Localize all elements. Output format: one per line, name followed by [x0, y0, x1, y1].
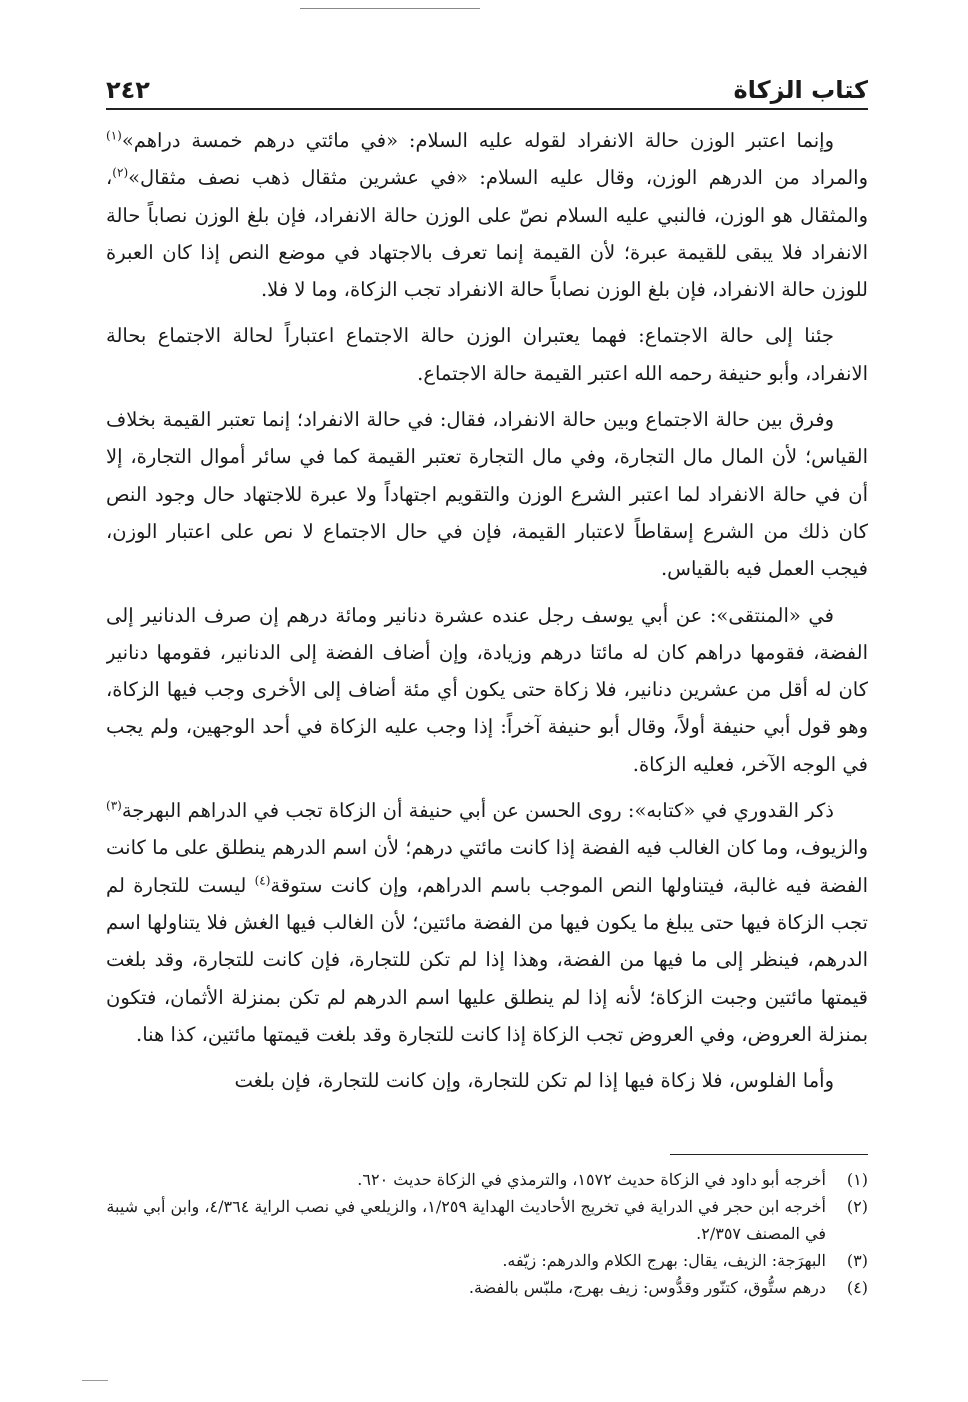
- paragraph-text: وأما الفلوس، فلا زكاة فيها إذا لم تكن للتجارة، وإن كانت للتجارة، فإن بلغت: [234, 1069, 834, 1093]
- footnote-number: (٣): [846, 1251, 868, 1270]
- paragraph-text: ، والمثقال هو الوزن، فالنبي عليه السلام نصّ على الوزن حالة الانفراد، فإن بلغ الوزن نصاباً حالة الانفراد فلا يبقى للقيمة عبرة؛ لأن القيمة إنما تعرف بالاجتهاد في موضع النص إذا كان العبرة للوزن حالة الانفراد، فإن بلغ الوزن نصاباً حالة الانفراد تجب الزكاة، وما لا فلا.: [106, 166, 868, 302]
- footnote-separator: [670, 1154, 868, 1155]
- footnote-text: أخرجه أبو داود في الزكاة حديث ١٥٧٢، والترمذي في الزكاة حديث ٦٢٠.: [357, 1170, 826, 1189]
- bottom-scan-mark: [82, 1380, 108, 1381]
- footnote-text: أخرجه ابن حجر في الدراية في تخريج الأحاديث الهداية ١/٢٥٩، والزيلعي في نصب الراية ٤/٣٦٤، وابن أبي شيبة في المصنف ٢/٣٥٧.: [106, 1197, 826, 1243]
- footnote: [106, 1274, 868, 1301]
- footnote-number: (٤): [846, 1278, 868, 1297]
- paragraph-text: والمراد من الدرهم الوزن، وقال عليه السلام: «في عشرين مثقال ذهب نصف مثقال»: [128, 166, 868, 190]
- paragraph-text: ذكر القدوري في «كتابه»: روى الحسن عن أبي حنيفة أن الزكاة تجب في الدراهم البهرجة: [121, 799, 834, 823]
- top-scan-rule: [300, 8, 480, 9]
- footnote-ref: (٣): [106, 798, 122, 813]
- paragraph: [106, 1062, 868, 1099]
- footnote: [106, 1193, 868, 1247]
- footnote: [106, 1247, 868, 1274]
- paragraph-text: في «المنتقى»: عن أبي يوسف رجل عنده عشرة دنانير ومائة درهم إن صرف الدنانير إلى الفضة، فقومها دراهم كان له مائتا درهم وزيادة، وإن أضاف الفضة إلى الدنانير، فقومها دنانير كان له أقل من عشرين دنانير، فلا زكاة حتى يكون أي مئة أضاف إلى الأخرى وجب فيها الزكاة، وهو قول أبي حنيفة أولاً، وقال أبو حنيفة آخراً: إذا وجب عليه الزكاة في أحد الوجهين، ولم يجب في الوجه الآخر، فعليه الزكاة.: [106, 603, 868, 776]
- paragraph-text: ليست للتجارة لم تجب الزكاة فيها حتى يبلغ ما يكون فيها من الفضة مائتين؛ لأن الغالب فيها الغش فلا يتناولها اسم الدرهم، فينظر إلى ما فيها من الفضة، وهذا إذا لم تكن للتجارة، فإن كانت للتجارة، وقد بلغت قيمتها مائتين وجبت الزكاة؛ لأنه إذا لم ينطلق عليها اسم الدرهم لم تكن بمنزلة الأثمان، فتكون بمنزلة العروض، وفي العروض تجب الزكاة إذا كانت للتجارة وقد بلغت قيمتها مائتين، كذا هنا.: [106, 873, 868, 1046]
- footnote-text: درهم ستُّوق، كتنّور وقدُّوس: زيف بهرج، ملبّس بالفضة.: [468, 1278, 826, 1297]
- paragraph: [106, 597, 868, 783]
- page-header: [106, 60, 868, 110]
- paragraph-text: والزيوف، وما كان الغالب فيه الفضة إذا كانت مائتي درهم؛ لأن اسم الدرهم ينطلق على ما كانت الفضة فيه غالبة، فيتناولها النص الموجب باسم الدراهم، وإن كانت ستوقة: [106, 836, 868, 897]
- footnote-ref: (٤): [254, 873, 271, 888]
- paragraph: [106, 122, 868, 308]
- footnote-text: البهرَجة: الزيف، يقال: بهرج الكلام والدرهم: زيّفه.: [502, 1251, 826, 1270]
- footnotes: [106, 1166, 868, 1301]
- footnote-number: (١): [846, 1170, 868, 1189]
- footnote: [106, 1166, 868, 1193]
- main-text: [106, 122, 868, 1147]
- paragraph: [106, 792, 868, 1053]
- page-number: ٢٤٢: [106, 76, 150, 104]
- paragraph-text: وإنما اعتبر الوزن حالة الانفراد لقوله عليه السلام: «في مائتي درهم خمسة دراهم»: [121, 129, 834, 152]
- footnote-ref: (٢): [112, 165, 129, 180]
- paragraph-text: وفرق بين حالة الاجتماع وبين حالة الانفراد، فقال: في حالة الانفراد؛ إنما تعتبر القيمة بخلاف القياس؛ لأن المال مال التجارة، وفي مال التجارة تعتبر القيمة كما في سائر أموال التجارة، إلا أن في حالة الانفراد لما اعتبر الشرع الوزن والتقويم اجتهاداً ولا عبرة للاجتهاد حال وجود النص كان ذلك من الشرع إسقاطاً لاعتبار القيمة، فإن في حال الاجتماع لا نص على اعتبار الوزن، فيجب العمل فيه بالقياس.: [106, 408, 868, 581]
- paragraph: [106, 317, 868, 392]
- running-title: كتاب الزكاة: [733, 76, 868, 104]
- paragraph-text: جئنا إلى حالة الاجتماع: فهما يعتبران الوزن حالة الاجتماع اعتباراً لحالة الاجتماع بحالة الانفراد، وأبو حنيفة رحمه الله اعتبر القيمة حالة الاجتماع.: [106, 324, 868, 385]
- footnote-ref: (١): [106, 128, 122, 143]
- footnote-number: (٢): [846, 1197, 868, 1216]
- paragraph: [106, 401, 868, 587]
